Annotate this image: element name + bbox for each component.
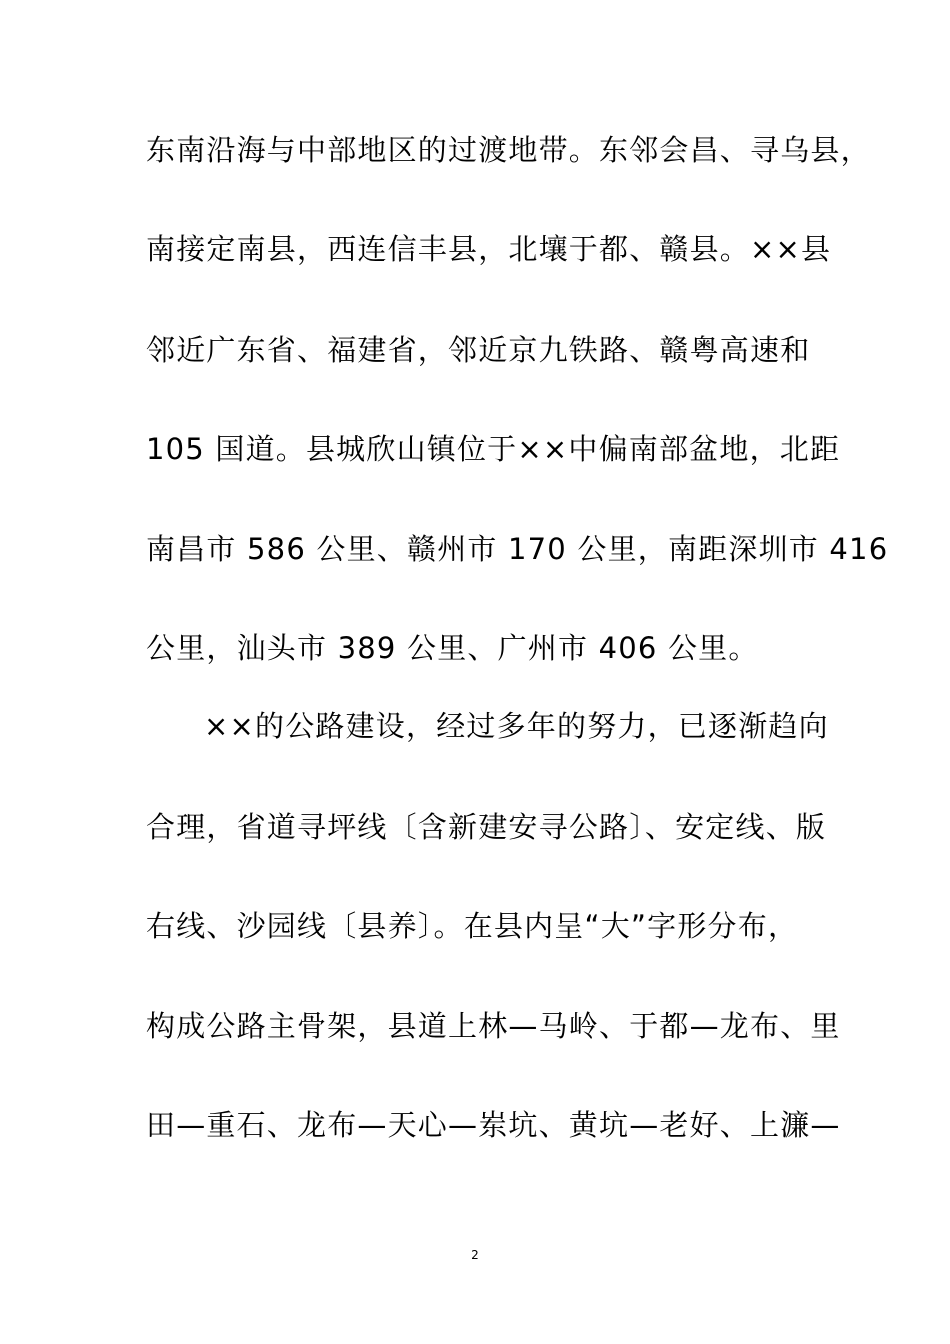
text-line-1: 东南沿海与中部地区的过渡地带。东邻会昌、寻乌县， <box>146 133 871 167</box>
text-line-4: 105 国道。县城欣山镇位于××中偏南部盆地，北距 <box>146 432 841 466</box>
text-line-9: 右线、沙园线〔县养〕。在县内呈“大”字形分布， <box>146 909 799 943</box>
text-line-8: 合理，省道寻坪线〔含新建安寻公路〕、安定线、版 <box>146 810 827 844</box>
text-line-7-paragraph-start: ××的公路建设，经过多年的努力，已逐渐趋向 <box>204 709 829 743</box>
text-line-10: 构成公路主骨架，县道上林—马岭、于都—龙布、里 <box>146 1009 841 1043</box>
text-line-11: 田—重石、龙布—天心—岽坑、黄坑—老好、上濂— <box>146 1108 841 1142</box>
page-number: 2 <box>471 1248 479 1262</box>
text-line-5: 南昌市 586 公里、赣州市 170 公里，南距深圳市 416 <box>146 532 889 566</box>
text-line-3: 邻近广东省、福建省，邻近京九铁路、赣粤高速和 <box>146 333 811 367</box>
text-line-6: 公里，汕头市 389 公里、广州市 406 公里。 <box>146 631 759 665</box>
text-line-2: 南接定南县，西连信丰县，北壤于都、赣县。××县 <box>146 232 832 266</box>
